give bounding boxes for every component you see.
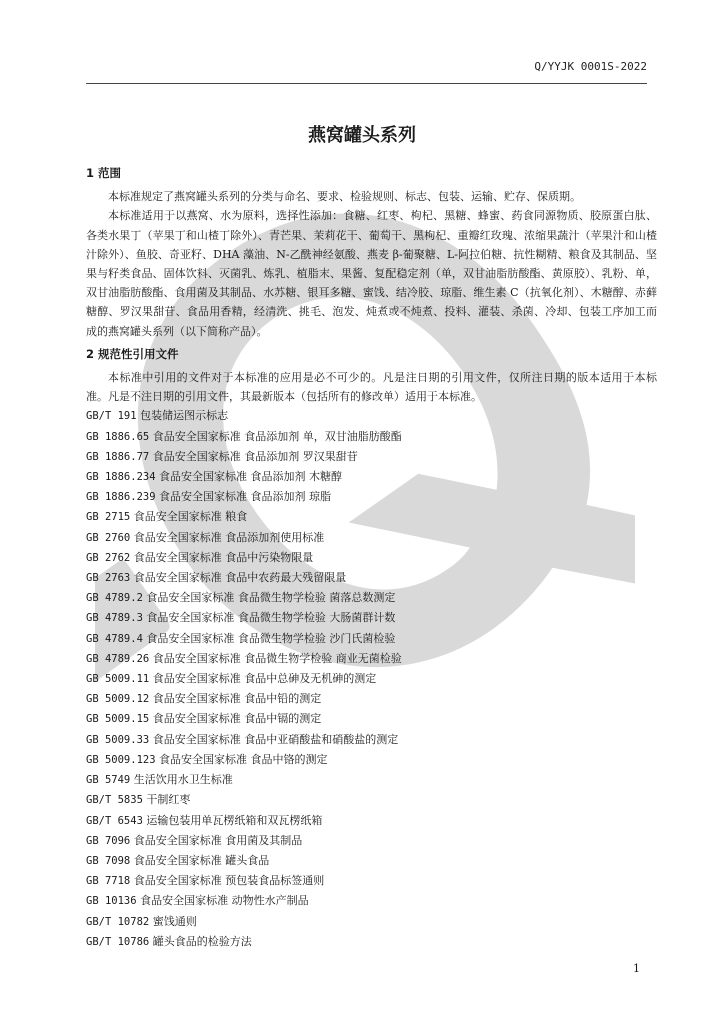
reference-code: GB 1886.234	[86, 471, 156, 484]
document-body	[86, 164, 657, 952]
reference-code: GB 5009.12	[86, 693, 150, 706]
reference-code: GB 1886.239	[86, 491, 156, 504]
reference-item	[86, 891, 657, 911]
reference-title: 食品安全国家标准 食品添加剂 罗汉果甜苷	[152, 449, 358, 463]
reference-item	[86, 568, 657, 588]
reference-item	[86, 932, 657, 952]
reference-code: GB 4789.3	[86, 612, 143, 625]
reference-code: GB 2763	[86, 572, 131, 585]
section-1-paragraph-2: 本标准适用于以燕窝、水为原料，选择性添加：食糖、红枣、枸杞、黑糖、蜂蜜、药食同源物质、胶原蛋白肽、各类水果丁（苹果丁和山楂丁除外）、青芒果、茉莉花干、葡萄干、黑枸杞、重瓣红玫瑰、浓缩果蔬汁（苹果汁和山楂汁除外）、鱼胶、奇亚籽、DHA 藻油、N-乙酰神经氨酸、燕麦 β-葡聚糖、L-阿拉伯糖、抗性糊精、粮食及其制品、坚果与籽类食品、固体饮料、灭菌乳、炼乳、植脂末、果酱、复配稳定剂（单，双甘油脂肪酸酯、黄原胶）、乳粉、单，双甘油脂肪酸酯、食用菌及其制品、水苏糖、银耳多糖、蜜饯、结冷胶、琼脂、维生素 C（抗氧化剂）、木糖醇、赤藓糖醇、罗汉果甜苷、食品用香精，经清洗、挑毛、泡发、炖煮或不炖煮、投料、灌装、杀菌、冷却、包装工序加工而成的燕窝罐头系列（以下简称产品）。	[86, 209, 657, 338]
reference-item	[86, 770, 657, 790]
header-divider	[86, 83, 647, 84]
reference-item	[86, 750, 657, 770]
reference-code: GB 5749	[86, 774, 131, 787]
section-1-heading: 1 范围	[86, 166, 122, 180]
reference-code: GB 1886.65	[86, 430, 150, 443]
reference-list	[86, 406, 657, 951]
reference-code: GB 5009.123	[86, 753, 156, 766]
reference-title: 食品安全国家标准 食品中亚硝酸盐和硝酸盐的测定	[152, 732, 399, 746]
reference-title: 运输包装用单瓦楞纸箱和双瓦楞纸箱	[146, 813, 323, 827]
reference-title: 食品安全国家标准 食品微生物学检验 商业无菌检验	[152, 651, 402, 665]
reference-title: 罐头食品的检验方法	[152, 934, 252, 948]
reference-item	[86, 871, 657, 891]
reference-title: 干制红枣	[146, 793, 191, 807]
reference-item	[86, 427, 657, 447]
reference-code: GB 5009.11	[86, 673, 150, 686]
reference-item	[86, 406, 657, 426]
reference-item	[86, 831, 657, 851]
reference-item	[86, 649, 657, 669]
reference-title: 食品安全国家标准 食用菌及其制品	[133, 833, 303, 847]
reference-code: GB 7096	[86, 834, 131, 847]
reference-item	[86, 790, 657, 810]
reference-item	[86, 548, 657, 568]
reference-code: GB/T 5835	[86, 794, 143, 807]
reference-code: GB 5009.33	[86, 733, 150, 746]
reference-item	[86, 528, 657, 548]
reference-title: 食品安全国家标准 动物性水产制品	[140, 894, 309, 908]
reference-code: GB 4789.26	[86, 652, 150, 665]
reference-title: 食品安全国家标准 食品添加剂 单，双甘油脂肪酸酯	[152, 429, 402, 443]
reference-item	[86, 629, 657, 649]
reference-title: 食品安全国家标准 食品微生物学检验 沙门氏菌检验	[146, 631, 396, 645]
reference-code: GB 10136	[86, 895, 137, 908]
reference-title: 食品安全国家标准 粮食	[133, 510, 248, 524]
reference-code: GB 7098	[86, 854, 131, 867]
document-title: 燕窝罐头系列	[308, 125, 416, 146]
reference-item	[86, 588, 657, 608]
reference-item	[86, 912, 657, 932]
reference-code: GB 4789.2	[86, 592, 143, 605]
reference-item	[86, 689, 657, 709]
reference-code: GB 5009.15	[86, 713, 150, 726]
document-code: Q/YYJK 0001S-2022	[534, 60, 647, 73]
reference-title: 食品安全国家标准 罐头食品	[133, 853, 270, 867]
reference-code: GB 2715	[86, 511, 131, 524]
reference-item	[86, 709, 657, 729]
reference-code: GB/T 6543	[86, 814, 143, 827]
reference-title: 食品安全国家标准 食品中农药最大残留限量	[133, 571, 347, 585]
reference-code: GB 1886.77	[86, 450, 150, 463]
reference-title: 食品安全国家标准 食品中总砷及无机砷的测定	[152, 672, 377, 686]
reference-title: 包装储运图示标志	[140, 409, 229, 423]
reference-title: 食品安全国家标准 预包装食品标签通则	[133, 874, 325, 888]
reference-item	[86, 730, 657, 750]
reference-title: 食品安全国家标准 食品中镉的测定	[152, 712, 322, 726]
reference-item	[86, 487, 657, 507]
reference-title: 食品安全国家标准 食品添加剂使用标准	[133, 530, 325, 544]
reference-title: 蜜饯通则	[152, 914, 197, 928]
reference-code: GB/T 191	[86, 410, 137, 423]
reference-item	[86, 447, 657, 467]
section-2-intro: 本标准中引用的文件对于本标准的应用是必不可少的。凡是注日期的引用文件，仅所注日期的版本适用于本标准。凡是不注日期的引用文件，其最新版本（包括所有的修改单）适用于本标准。	[86, 371, 657, 404]
reference-title: 食品安全国家标准 食品添加剂 木糖醇	[159, 470, 343, 484]
reference-item	[86, 507, 657, 527]
reference-code: GB 2760	[86, 531, 131, 544]
reference-item	[86, 811, 657, 831]
reference-title: 食品安全国家标准 食品添加剂 琼脂	[159, 490, 332, 504]
reference-item	[86, 851, 657, 871]
section-2-heading: 2 规范性引用文件	[86, 346, 179, 361]
reference-title: 食品安全国家标准 食品微生物学检验 菌落总数测定	[146, 591, 396, 605]
reference-code: GB/T 10782	[86, 915, 150, 928]
reference-title: 食品安全国家标准 食品中污染物限量	[133, 550, 314, 564]
reference-title: 食品安全国家标准 食品微生物学检验 大肠菌群计数	[146, 611, 396, 625]
reference-code: GB 4789.4	[86, 632, 143, 645]
reference-title: 食品安全国家标准 食品中铬的测定	[159, 752, 328, 766]
reference-item	[86, 608, 657, 628]
reference-code: GB 2762	[86, 551, 131, 564]
section-1-paragraph-1: 本标准规定了燕窝罐头系列的分类与命名、要求、检验规则、标志、包装、运输、贮存、保质期。	[108, 190, 581, 204]
reference-item	[86, 467, 657, 487]
reference-title: 生活饮用水卫生标准	[133, 773, 233, 787]
reference-code: GB/T 10786	[86, 935, 150, 948]
reference-code: GB 7718	[86, 875, 131, 888]
reference-item	[86, 669, 657, 689]
page-number: 1	[633, 962, 640, 975]
reference-title: 食品安全国家标准 食品中铅的测定	[152, 692, 322, 706]
